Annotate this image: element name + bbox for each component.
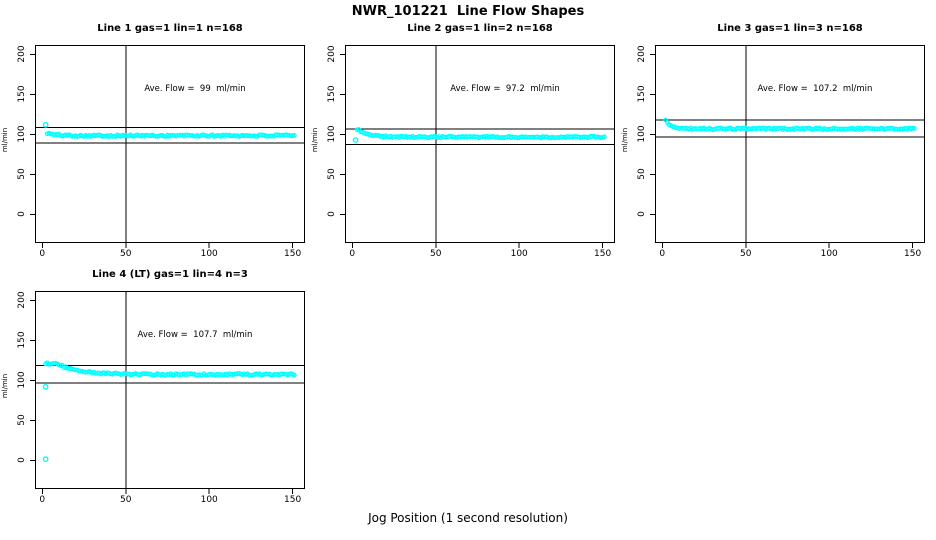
x-tick-label: 100 <box>820 249 838 259</box>
x-tick-label: 50 <box>120 495 132 505</box>
x-tick-label: 0 <box>39 495 46 505</box>
y-tick-label: 200 <box>327 45 337 63</box>
y-tick-label: 0 <box>17 457 27 464</box>
subplot-title: Line 1 gas=1 lin=1 n=168 <box>97 23 243 34</box>
x-tick-label: 50 <box>740 249 752 259</box>
y-axis-label: ml/min <box>1 373 9 399</box>
y-tick-label: 100 <box>327 125 337 143</box>
plot-canvas <box>345 45 615 243</box>
plot-canvas <box>35 45 305 243</box>
x-tick-label: 150 <box>284 249 302 259</box>
y-tick-label: 150 <box>327 85 337 103</box>
subplot-line-4 <box>1 269 305 505</box>
ave-flow-annotation: Ave. Flow = 99 ml/min <box>144 84 246 94</box>
y-tick-label: 50 <box>17 168 27 181</box>
y-tick-label: 50 <box>637 168 647 181</box>
subplot-title: Line 4 (LT) gas=1 lin=4 n=3 <box>92 269 248 280</box>
plot-border <box>36 292 305 489</box>
x-tick-label: 150 <box>284 495 302 505</box>
subplot-title: Line 3 gas=1 lin=3 n=168 <box>717 23 863 34</box>
subplot-line-2 <box>311 23 615 259</box>
outlier-point <box>43 457 47 461</box>
outlier-point <box>353 138 357 142</box>
y-axis-label: ml/min <box>621 127 629 153</box>
plot-canvas <box>35 291 305 489</box>
x-tick-label: 100 <box>200 249 218 259</box>
y-tick-label: 0 <box>637 211 647 218</box>
y-tick-label: 100 <box>17 371 27 389</box>
x-tick-label: 0 <box>349 249 356 259</box>
y-tick-label: 200 <box>17 45 27 63</box>
y-tick-label: 100 <box>17 125 27 143</box>
y-axis-label: ml/min <box>1 127 9 153</box>
x-tick-label: 0 <box>659 249 666 259</box>
plot-border <box>656 46 925 243</box>
subplot-title: Line 2 gas=1 lin=2 n=168 <box>407 23 553 34</box>
y-tick-label: 100 <box>637 125 647 143</box>
y-tick-label: 150 <box>17 331 27 349</box>
y-tick-label: 150 <box>637 85 647 103</box>
x-tick-label: 100 <box>200 495 218 505</box>
plot-border <box>36 46 305 243</box>
y-axis-label: ml/min <box>311 127 319 153</box>
page-title: NWR_101221 Line Flow Shapes <box>351 4 585 19</box>
subplot-line-1 <box>1 23 305 259</box>
y-tick-label: 0 <box>17 211 27 218</box>
plot-canvas <box>655 45 925 243</box>
outlier-point <box>43 123 47 127</box>
y-tick-label: 200 <box>637 45 647 63</box>
x-tick-label: 0 <box>39 249 46 259</box>
y-tick-label: 0 <box>327 211 337 218</box>
subplot-line-3 <box>621 23 925 259</box>
x-tick-label: 50 <box>430 249 442 259</box>
x-tick-label: 100 <box>510 249 528 259</box>
y-tick-label: 150 <box>17 85 27 103</box>
y-tick-label: 50 <box>17 414 27 427</box>
ave-flow-annotation: Ave. Flow = 97.2 ml/min <box>450 84 560 94</box>
x-tick-label: 150 <box>904 249 922 259</box>
y-tick-label: 200 <box>17 291 27 309</box>
y-tick-label: 50 <box>327 168 337 181</box>
ave-flow-annotation: Ave. Flow = 107.7 ml/min <box>137 330 253 340</box>
outlier-point <box>43 385 47 389</box>
ave-flow-annotation: Ave. Flow = 107.2 ml/min <box>757 84 873 94</box>
x-axis-label: Jog Position (1 second resolution) <box>368 511 568 525</box>
x-tick-label: 50 <box>120 249 132 259</box>
x-tick-label: 150 <box>594 249 612 259</box>
